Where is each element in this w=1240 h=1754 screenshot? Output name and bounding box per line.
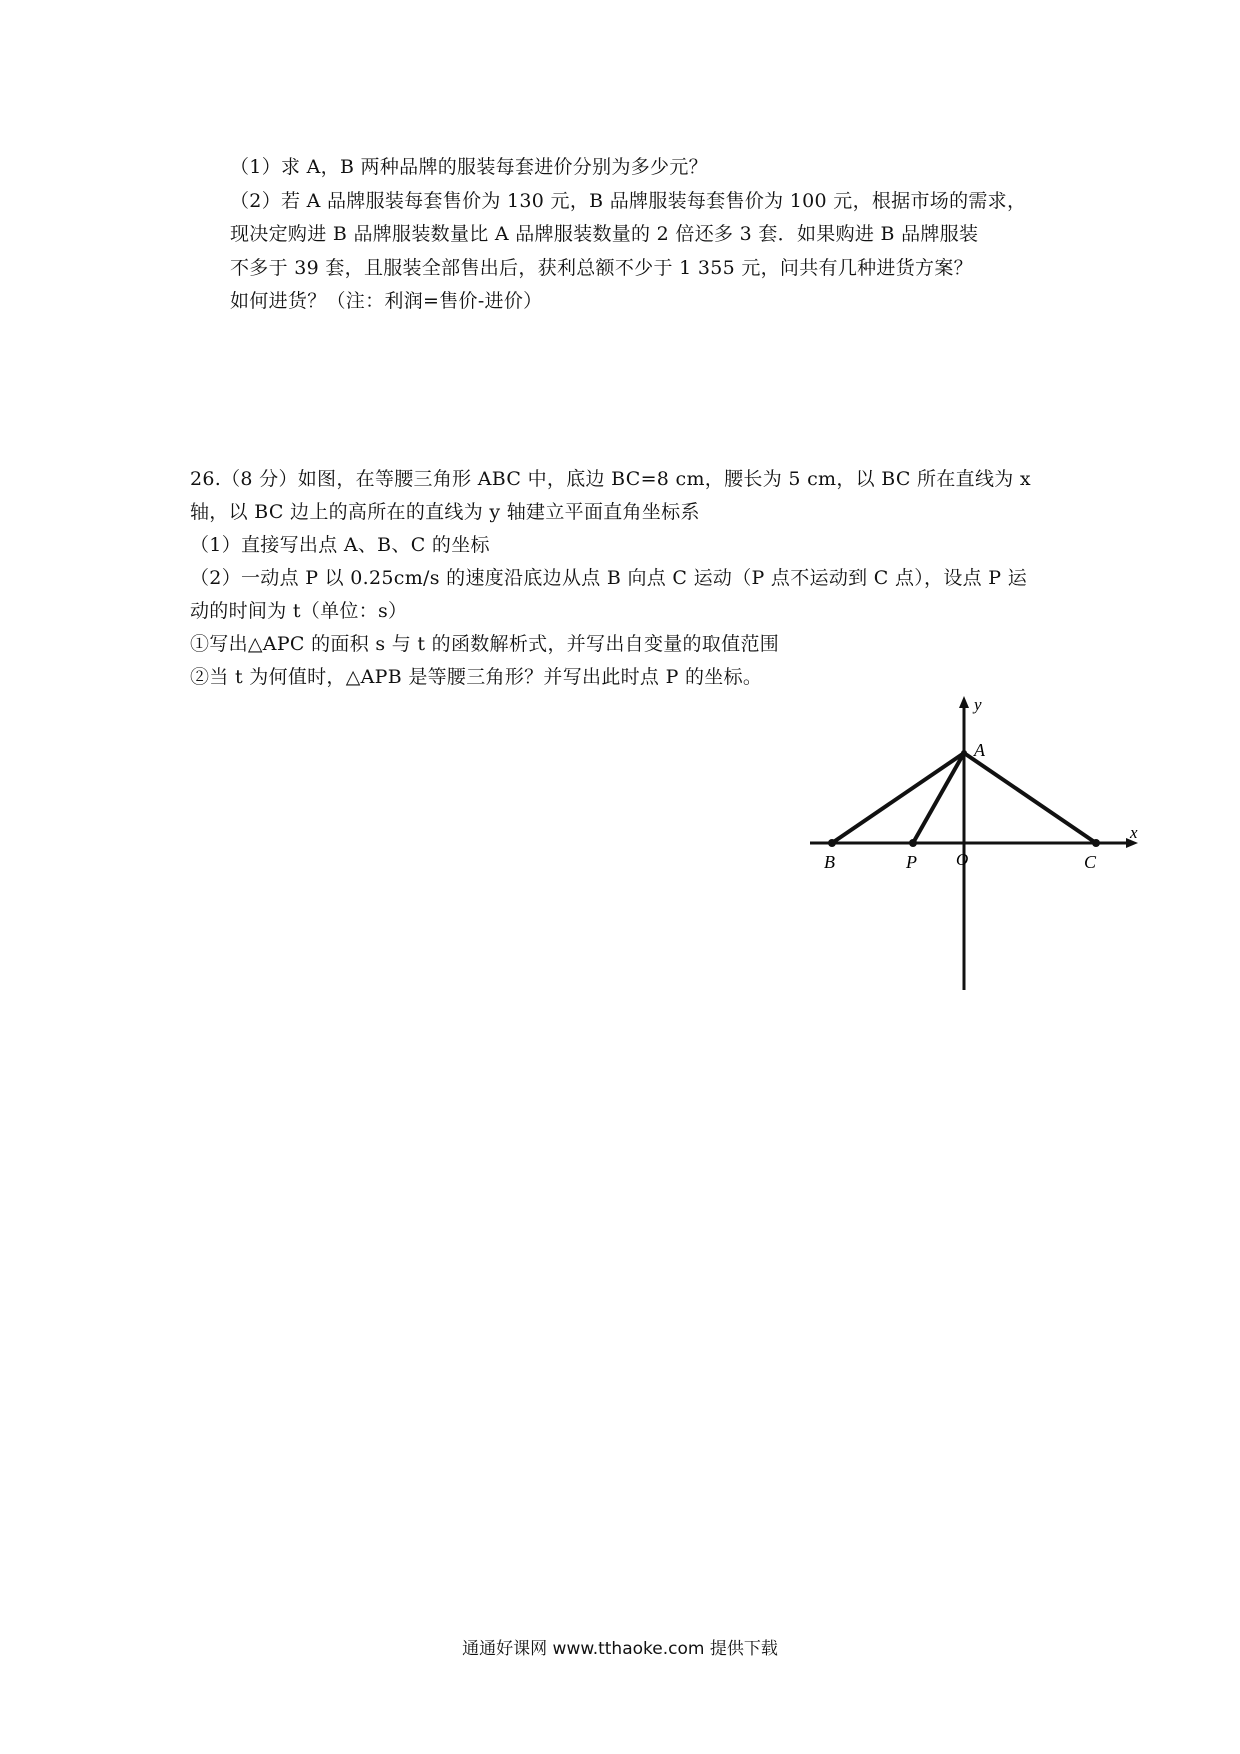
q25-part2-line2: 现决定购进 B 品牌服装数量比 A 品牌服装数量的 2 倍还多 3 套．如果购进 B 品牌服装 [230, 223, 979, 245]
label-B: B [824, 852, 835, 872]
point-C-dot [1092, 839, 1100, 847]
segment-AB [832, 753, 964, 843]
q26-part1: （1）直接写出点 A、B、C 的坐标 [190, 534, 490, 556]
q26-line1: 26.（8 分）如图，在等腰三角形 ABC 中，底边 BC=8 cm，腰长为 5 cm，以 BC 所在直线为 x [190, 468, 1031, 490]
q25-part2-line3: 不多于 39 套，且服装全部售出后，获利总额不少于 1 355 元，问共有几种进货方案？ [230, 257, 973, 279]
q25-part1: （1）求 A，B 两种品牌的服装每套进价分别为多少元？ [230, 156, 708, 178]
q26-part2-line2: 动的时间为 t（单位：s） [190, 600, 408, 622]
q25-part2-line1: （2）若 A 品牌服装每套售价为 130 元，B 品牌服装每套售价为 100 元，根据市场的需求， [230, 190, 1027, 212]
label-O: O [956, 850, 969, 869]
y-axis-arrow [959, 696, 969, 708]
label-A: A [974, 740, 985, 760]
label-P: P [906, 852, 917, 872]
coordinate-figure [800, 690, 1160, 1010]
q25-part2-line4: 如何进货？（注：利润=售价-进价） [230, 290, 543, 312]
point-A-dot [961, 750, 967, 756]
point-B-dot [828, 839, 836, 847]
q26-sub2: ②当 t 为何值时，△APB 是等腰三角形？并写出此时点 P 的坐标。 [190, 666, 763, 688]
label-C: C [1084, 852, 1097, 872]
segment-AC [964, 753, 1096, 843]
q26-part2-line1: （2）一动点 P 以 0.25cm/s 的速度沿底边从点 B 向点 C 运动（P 点不运动到 C 点），设点 P 运 [190, 567, 1028, 589]
segment-AP [913, 753, 964, 843]
x-axis-label: x [1130, 823, 1138, 842]
point-P-dot [909, 839, 917, 847]
q26-sub1: ①写出△APC 的面积 s 与 t 的函数解析式，并写出自变量的取值范围 [190, 633, 780, 655]
q26-line2: 轴，以 BC 边上的高所在的直线为 y 轴建立平面直角坐标系 [190, 501, 700, 523]
footer-source: 通通好课网 www.tthaoke.com 提供下载 [462, 1639, 778, 1659]
y-axis-label: y [974, 695, 982, 714]
